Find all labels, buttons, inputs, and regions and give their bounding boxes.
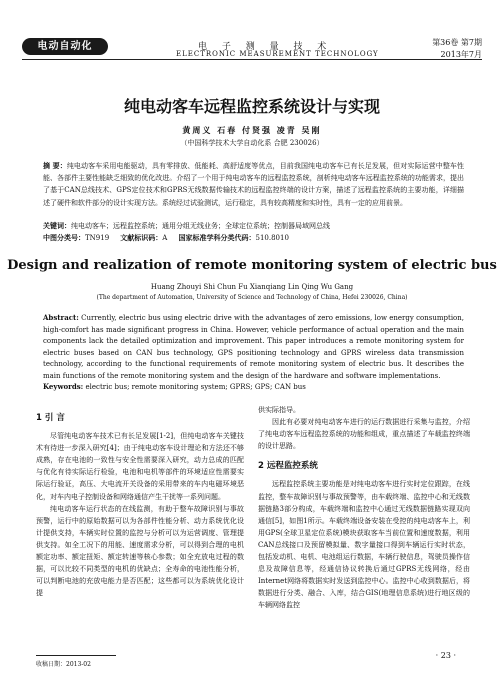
- abstract-en-label: Abstract:: [43, 313, 79, 322]
- keywords-en-label: Keywords:: [43, 382, 84, 391]
- abstract-en-text: Currently, electric bus using electric drive with the advantages of zero emissions, low energy consumption, high-comfort has made significant progress in China. However, vehicle performance of actual operation and the main components lack the detailed optimization and improvement. This paper introduces a remote monitoring system for electric buses based on CAN bus technology, GPS positioning technology and GPRS wireless data transmission technology, according to the functional requirements of remote monitoring system of electric bus. It describes the main functions of the remote monitoring system and the design of the hardware and software implementations.: [43, 314, 465, 380]
- subject-code-value: 510.8010: [255, 234, 289, 242]
- keywords-en: [43, 382, 464, 391]
- keywords-cn-label: 关键词：: [43, 221, 71, 230]
- affiliation-en: (The department of Automation, University of Science and Technology of China, Hefei 230026, China): [96, 294, 408, 301]
- subject-code-label: 国家标准学科分类代码：: [178, 233, 256, 242]
- section-2-paragraph-1: 远程监控系统主要功能是对纯电动客车进行实时定位跟踪，在线监控，整车故障识别与事故预警等，由车载终端、监控中心和无线数据链路3部分构成，车载终端和监控中心通过无线数据链路实现双向通信[5]，如图1所示。车载终端设备安装在受控的纯电动客车上，利用GPS(全球卫星定位系统)模块获取客车当前位置和速度数据，利用CAN总线接口及预留模拟量、数字量接口得到车辆运行实时状态，包括发动机、电机、电池组运行数据，车辆行驶信息，驾驶员操作信息及故障信息等，经通信协议转换后通过GPRS无线网络，经由Internet网络将数据实时发送到监控中心。监控中心收到数据后，将数据进行分类、融合、入库，结合GIS(地理信息系统)进行地区级的车辆网络监控: [258, 480, 470, 610]
- paper-title-cn: 纯电动客车远程监控系统设计与实现: [123, 97, 380, 116]
- keywords-cn-text: 纯电动客车；远程监控系统；通用分组无线业务；全球定位系统；控制器局域网总线: [71, 222, 330, 230]
- continued-paragraph: 供实际指导。: [258, 406, 300, 414]
- abstract-cn-label: 摘 要：: [43, 161, 67, 170]
- header-rule: [22, 59, 482, 60]
- journal-logo: 电动自动化: [22, 38, 108, 55]
- section-2-heading: 2 远程监控系统: [258, 461, 318, 472]
- section-1-heading: 1 引 言: [36, 413, 65, 423]
- section-1-paragraph-1: 尽管纯电动客车技术已有长足发展[1-2]，但纯电动客车关键技术有待进一步深入研究[4]；由于纯电动客车设计理论和方法还不够成熟，存在电池的一致性与安全性需要深入研究，动力总成的匹配与优化有待实际运行检验，电池和电机等部件的环境适应性需要实际运行验证，高压、大电流开关设备的采用带来的车内电磁环境恶化，对车内电子控制设备和网络通信产生干扰等一系列问题。: [36, 432, 244, 501]
- abstract-cn-text: 纯电动客车采用电能驱动，具有零排放、低能耗、高舒适度等优点，目前我国纯电动客车已有长足发展，但对实际运营中整车性能、各部件主要性能缺乏细致的优化改进。介绍了一个用于纯电动客车的远程监控系统，剖析纯电动客车远程监控系统的功能需求，提出了基于CAN总线技术、GPS定位技术和GPRS无线数据传输技术的远程监控终端的设计方案，描述了远程监控系统的主要功能，详细描述了硬件和软件部分的设计实现方法。系统经过试验测试，运行稳定，具有较高精度和实时性，具有一定的应用前景。: [43, 162, 465, 207]
- classification-line: [43, 233, 464, 243]
- paper-title-en: Design and realization of remote monitoring system of electric bus: [7, 258, 497, 273]
- doc-code-value: A: [162, 234, 168, 242]
- clc-label: 中图分类号：: [43, 233, 85, 242]
- abstract-en: [43, 312, 464, 382]
- keywords-en-text: electric bus; remote monitoring system; GPRS; GPS; CAN bus: [85, 383, 306, 391]
- page-header: [0, 0, 504, 60]
- section-1-paragraph-2: 纯电动客车运行状态的在线监测，有助于整车故障识别与事故预警，运行中的原始数据可以为各部件性能分析、动力系统优化设计提供支持，车辆实时位置的监控与分析可以为运营调度、管理提供支持。如全工况下的用能、速度需求分析，可以得到合理的电机额定功率、额定扭矩、额定转速等核心参数；如全充放电过程的数据，可以比较不同类型的电机的优缺点；全寿命的电池性能分析，可以判断电池的充放电能力是否匹配；这些都可以为系统优化设计提: [36, 504, 244, 598]
- received-date: 收稿日期：2013-02: [36, 661, 91, 668]
- footnote-rule: [36, 655, 116, 656]
- abstract-cn: [43, 160, 464, 209]
- authors-cn: 黄周义 石春 付贤强 凌青 吴刚: [182, 125, 322, 135]
- issue-number: 第36卷 第7期: [432, 38, 482, 47]
- journal-name-en: ELECTRONIC MEASUREMENT TECHNOLOGY: [176, 50, 379, 58]
- right-column: [258, 404, 470, 612]
- journal-name-cn: 电 子 测 量 技 术: [198, 42, 333, 52]
- clc-value: TN919: [85, 234, 110, 242]
- page-number: · 23 ·: [435, 651, 456, 660]
- section-1-paragraph-3: 因此有必要对纯电动客车进行的运行数据进行采集与监控，介绍了纯电动客车远程监控系统的功能和组成，重点描述了车载监控终端的设计思路。: [258, 418, 470, 451]
- issue-date: 2013年7月: [440, 50, 482, 59]
- left-column: [36, 404, 244, 599]
- doc-code-label: 文献标识码：: [120, 233, 163, 242]
- affiliation-cn: （中国科学技术大学自动化系 合肥 230026）: [180, 139, 324, 147]
- authors-en: Huang Zhouyi Shi Chun Fu Xianqiang Lin Qing Wu Gang: [150, 283, 354, 291]
- keywords-cn: [43, 221, 464, 231]
